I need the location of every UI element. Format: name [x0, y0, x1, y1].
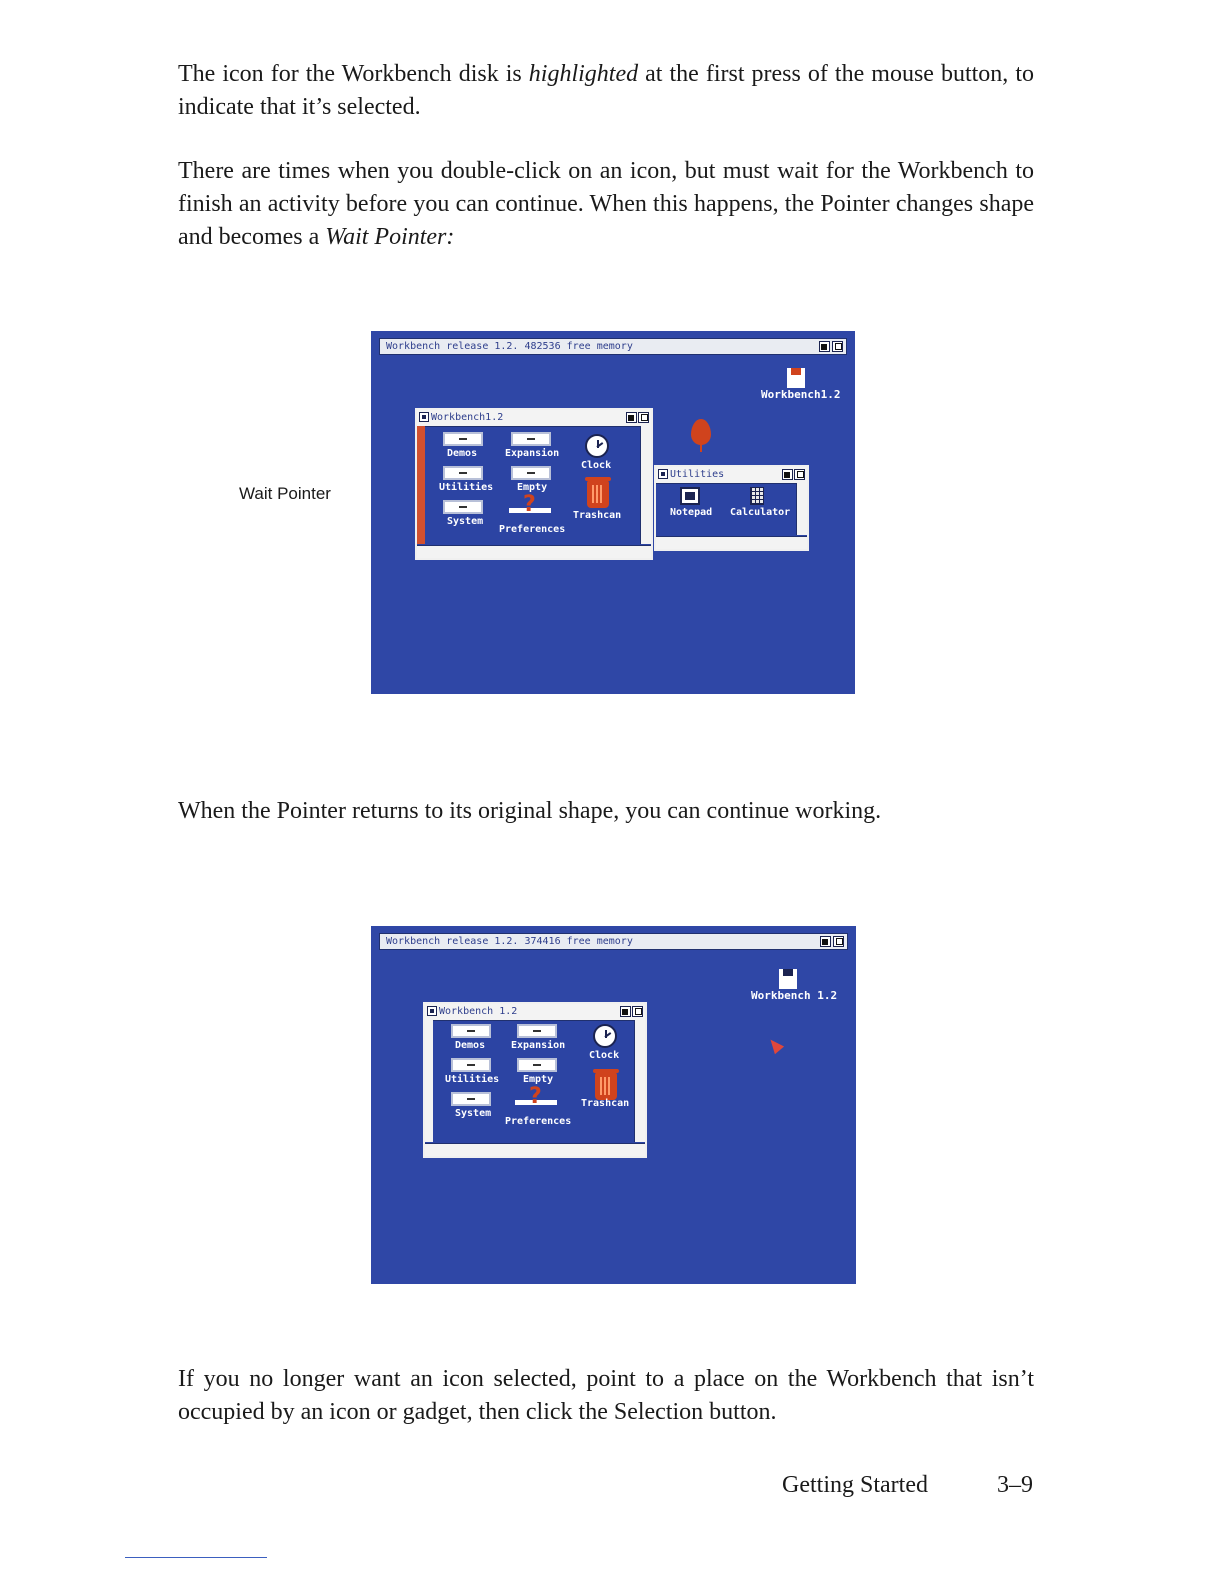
vertical-scrollbar[interactable] — [640, 426, 651, 544]
question-mark-icon: ? — [523, 492, 536, 517]
utilities-window[interactable] — [654, 465, 809, 551]
trashcan-icon[interactable] — [587, 480, 609, 508]
workbench-window[interactable] — [423, 1002, 647, 1158]
window-close-icon[interactable] — [419, 412, 429, 422]
screen-title-bar[interactable] — [379, 933, 848, 950]
emphasis-highlighted: highlighted — [528, 61, 639, 87]
screen-title: Workbench release 1.2. 482536 free memory — [386, 341, 633, 352]
screen-depth-front-icon[interactable] — [833, 936, 844, 947]
disk-label[interactable]: Workbench 1.2 — [751, 989, 838, 1002]
icon-label-preferences[interactable]: Preferences — [505, 1116, 572, 1127]
icon-label-notepad[interactable]: Notepad — [670, 507, 713, 518]
drawer-icon[interactable] — [443, 500, 483, 514]
trashcan-icon[interactable] — [595, 1072, 617, 1100]
drawer-icon[interactable] — [443, 466, 483, 480]
window-left-border — [425, 1020, 433, 1142]
icon-label-empty[interactable]: Empty — [523, 1074, 554, 1085]
window-title: Workbench1.2 — [431, 412, 504, 423]
icon-label-trashcan[interactable]: Trashcan — [581, 1098, 630, 1109]
wait-pointer-icon — [691, 419, 711, 445]
preferences-icon[interactable] — [515, 1084, 557, 1112]
preferences-icon[interactable] — [509, 492, 551, 520]
icon-label-system[interactable]: System — [447, 516, 484, 527]
window-depth-back-icon[interactable] — [782, 469, 793, 480]
window-title: Utilities — [670, 469, 725, 480]
workbench-window[interactable] — [415, 408, 653, 560]
paragraph-text: There are times when you double-click on an icon, but must wait for the Workbench to finish an activity before you can continue. When this happens, the Pointer changes shape and becomes a — [178, 158, 1034, 250]
vertical-scrollbar[interactable] — [634, 1020, 645, 1142]
drawer-icon[interactable] — [511, 432, 551, 446]
paragraph-continue-working: When the Pointer returns to its original shape, you can continue working. — [178, 798, 882, 824]
window-close-icon[interactable] — [658, 469, 668, 479]
calculator-icon[interactable] — [750, 487, 764, 505]
window-title-bar[interactable] — [417, 410, 651, 427]
icon-label-utilities[interactable]: Utilities — [445, 1074, 500, 1085]
screen-depth-back-icon[interactable] — [820, 936, 831, 947]
window-title-bar[interactable] — [656, 467, 807, 484]
window-depth-front-icon[interactable] — [638, 412, 649, 423]
drawer-icon[interactable] — [451, 1024, 491, 1038]
horizontal-scrollbar[interactable] — [656, 536, 807, 549]
paragraph-text: The icon for the Workbench disk is — [178, 61, 529, 87]
paragraph-text: at the first press of the mouse button, to indicate that it’s selected. — [178, 61, 1035, 120]
emphasis-wait-pointer: Wait Pointer: — [325, 224, 455, 250]
question-mark-icon: ? — [529, 1084, 542, 1109]
window-title: Workbench 1.2 — [439, 1006, 518, 1017]
figure-caption: Wait Pointer — [239, 484, 331, 503]
drawer-icon[interactable] — [517, 1024, 557, 1038]
disk-icon[interactable] — [785, 367, 807, 389]
clock-icon[interactable] — [585, 434, 609, 458]
icon-label-clock[interactable]: Clock — [581, 460, 612, 471]
horizontal-scrollbar[interactable] — [417, 545, 651, 558]
window-depth-back-icon[interactable] — [620, 1006, 631, 1017]
window-depth-front-icon[interactable] — [632, 1006, 643, 1017]
icon-label-demos[interactable]: Demos — [447, 448, 478, 459]
screen-depth-front-icon[interactable] — [832, 341, 843, 352]
disk-icon[interactable] — [777, 968, 799, 990]
screen-title: Workbench release 1.2. 374416 free memory — [386, 936, 633, 947]
icon-label-empty[interactable]: Empty — [517, 482, 548, 493]
window-depth-back-icon[interactable] — [626, 412, 637, 423]
pointer-arrow-icon — [766, 1036, 784, 1054]
horizontal-scrollbar[interactable] — [425, 1143, 645, 1156]
window-title-bar[interactable] — [425, 1004, 645, 1021]
icon-label-expansion[interactable]: Expansion — [505, 448, 560, 459]
icon-label-expansion[interactable]: Expansion — [511, 1040, 566, 1051]
workbench-screenshot-wait — [371, 331, 855, 694]
screen-depth-back-icon[interactable] — [819, 341, 830, 352]
clock-icon[interactable] — [593, 1024, 617, 1048]
paragraph-wait-pointer — [178, 155, 1034, 254]
workbench-screenshot-normal — [371, 926, 856, 1284]
footer-page-number: 3–9 — [997, 1472, 1033, 1498]
screen-title-bar[interactable] — [379, 338, 847, 355]
icon-label-clock[interactable]: Clock — [589, 1050, 620, 1061]
drawer-icon[interactable] — [443, 432, 483, 446]
window-close-icon[interactable] — [427, 1006, 437, 1016]
icon-label-calculator[interactable]: Calculator — [730, 507, 791, 518]
drawer-icon[interactable] — [517, 1058, 557, 1072]
notepad-icon[interactable] — [680, 487, 700, 505]
drawer-icon[interactable] — [511, 466, 551, 480]
window-depth-front-icon[interactable] — [794, 469, 805, 480]
drawer-icon[interactable] — [451, 1092, 491, 1106]
window-busy-bar — [417, 426, 425, 544]
footer-section-title: Getting Started — [782, 1472, 928, 1498]
disk-label[interactable]: Workbench1.2 — [761, 388, 841, 401]
footer-rule — [125, 1557, 267, 1558]
icon-label-system[interactable]: System — [455, 1108, 492, 1119]
vertical-scrollbar[interactable] — [796, 483, 807, 535]
icon-label-demos[interactable]: Demos — [455, 1040, 486, 1051]
drawer-icon[interactable] — [451, 1058, 491, 1072]
paragraph-deselect: If you no longer want an icon selected, point to a place on the Workbench that isn’t occupied by an icon or gadget, then click the Selection button. — [178, 1366, 1034, 1425]
paragraph-icon-highlighted — [178, 58, 1034, 124]
icon-label-trashcan[interactable]: Trashcan — [573, 510, 622, 521]
icon-label-utilities[interactable]: Utilities — [439, 482, 494, 493]
icon-label-preferences[interactable]: Preferences — [499, 524, 566, 535]
